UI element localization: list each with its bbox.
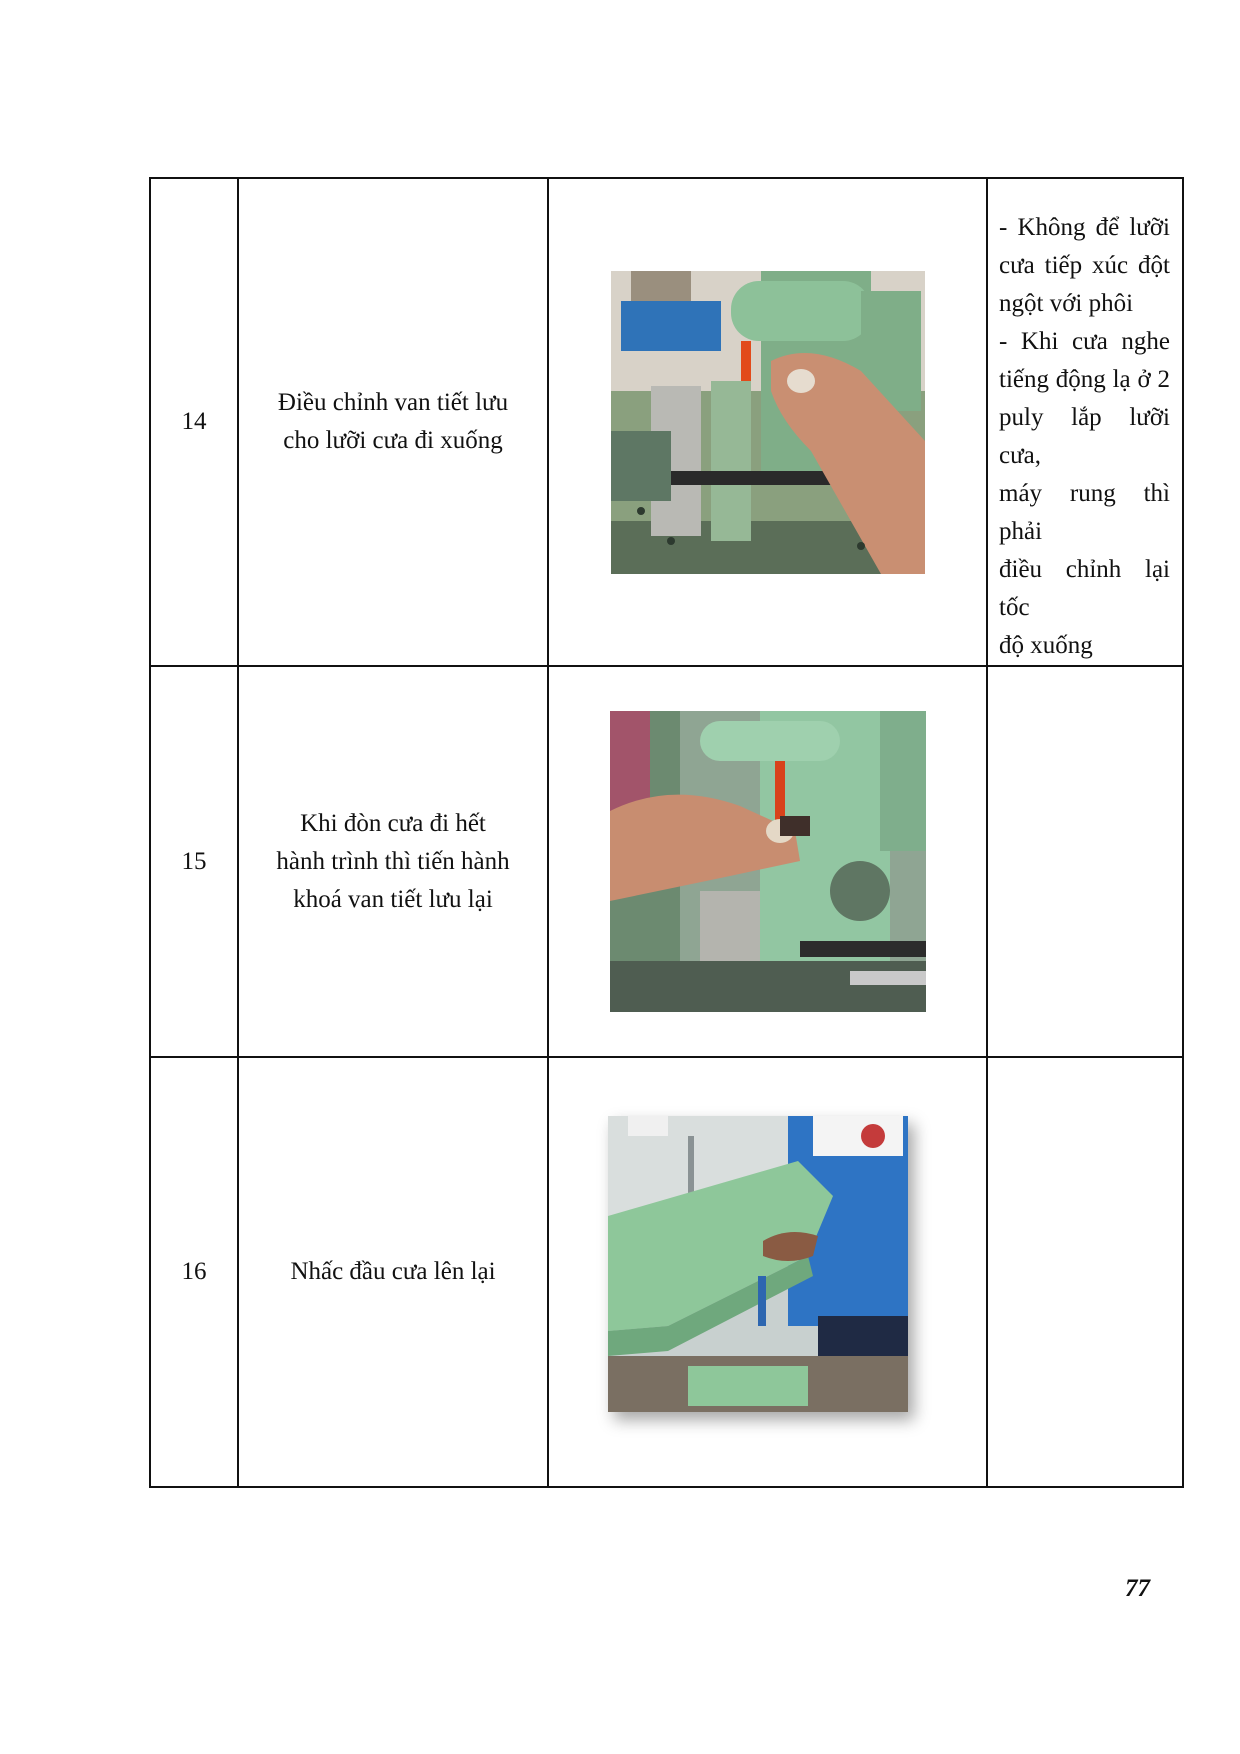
note-line: puly lắp lưỡi cưa,: [999, 404, 1170, 469]
procedure-table: [149, 177, 1184, 1488]
step-number: 15: [150, 666, 238, 1057]
step-note: [987, 666, 1183, 1057]
note-line: máy rung thì phải: [999, 480, 1170, 545]
description-line: hành trình thì tiến hành: [276, 847, 510, 875]
note-line: độ xuống: [999, 632, 1093, 659]
step-photo: [611, 271, 925, 574]
description-line: Điều chỉnh van tiết lưu: [277, 389, 509, 416]
description-line: khoá van tiết lưu lại: [293, 885, 493, 913]
description-line: Khi đòn cưa đi hết: [300, 809, 486, 837]
note-line: tiếng động lạ ở 2: [999, 366, 1170, 393]
step-image-cell: [548, 178, 987, 666]
note-line: ngột với phôi: [999, 290, 1134, 317]
step-note: [987, 178, 1183, 666]
step-image-cell: [548, 1057, 987, 1487]
step-number: 16: [150, 1057, 238, 1487]
page-number: 77: [1125, 1575, 1150, 1602]
step-photo: [610, 711, 926, 1012]
description-line: cho lưỡi cưa đi xuống: [283, 427, 503, 454]
step-description: [238, 1057, 548, 1487]
description-line: Nhấc đầu cưa lên lại: [290, 1258, 496, 1285]
note-line: - Khi cưa nghe: [999, 328, 1170, 355]
step-image-cell: [548, 666, 987, 1057]
table-row: [150, 178, 1183, 666]
step-number: 14: [150, 178, 238, 666]
step-note: [987, 1057, 1183, 1487]
table-row: [150, 1057, 1183, 1487]
note-line: điều chỉnh lại tốc: [999, 556, 1170, 621]
step-description: [238, 178, 548, 666]
table-row: [150, 666, 1183, 1057]
step-description: [238, 666, 548, 1057]
note-line: cưa tiếp xúc đột: [999, 252, 1170, 279]
note-line: - Không để lưỡi: [999, 214, 1170, 241]
step-photo: [608, 1116, 928, 1428]
